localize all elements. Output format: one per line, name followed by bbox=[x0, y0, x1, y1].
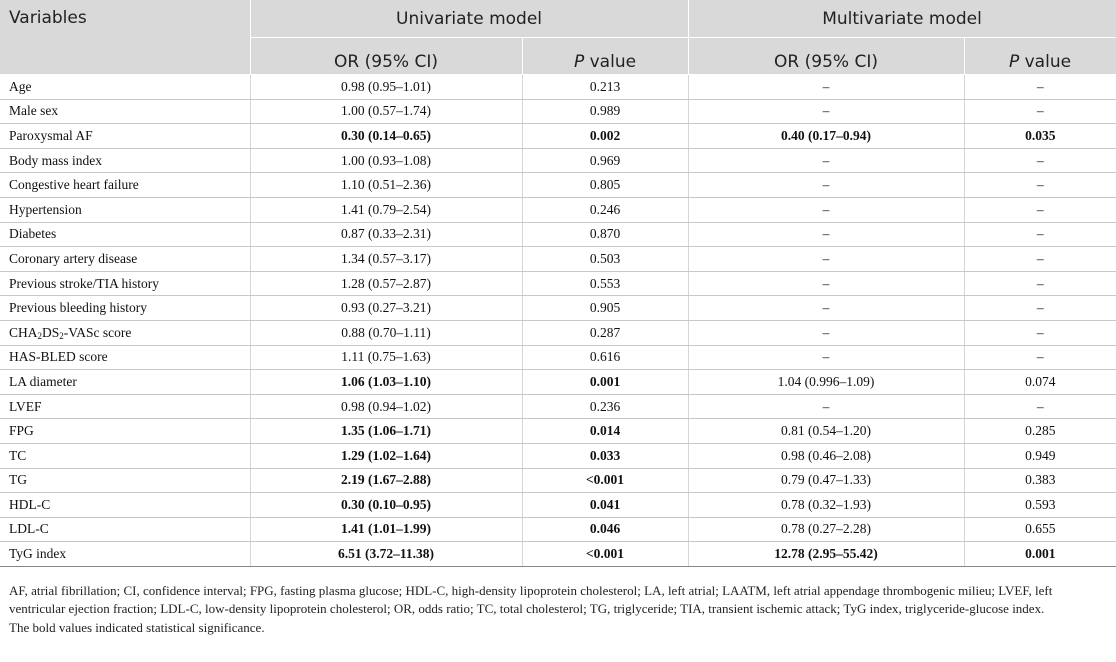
multivariate-or-cell: 12.78 (2.95–55.42) bbox=[688, 542, 964, 567]
multivariate-p-cell: – bbox=[964, 148, 1116, 173]
multivariate-or-cell: – bbox=[688, 345, 964, 370]
multivariate-or-cell: – bbox=[688, 197, 964, 222]
multivariate-or-cell: 0.79 (0.47–1.33) bbox=[688, 468, 964, 493]
multivariate-p-cell: – bbox=[964, 197, 1116, 222]
variable-name-cell: Coronary artery disease bbox=[0, 247, 250, 272]
univariate-or-cell: 1.00 (0.93–1.08) bbox=[250, 148, 522, 173]
univariate-or-cell: 1.29 (1.02–1.64) bbox=[250, 443, 522, 468]
header-variables: Variables bbox=[0, 0, 250, 75]
univariate-or-cell: 0.87 (0.33–2.31) bbox=[250, 222, 522, 247]
variable-name-cell: $CHA_2DS_2$-VASc score bbox=[0, 320, 250, 345]
variable-name-cell: Hypertension bbox=[0, 197, 250, 222]
table-header bbox=[0, 0, 1116, 75]
table-row bbox=[0, 443, 1116, 468]
univariate-or-cell: 1.41 (0.79–2.54) bbox=[250, 197, 522, 222]
table-row bbox=[0, 419, 1116, 444]
multivariate-p-cell: 0.001 bbox=[964, 542, 1116, 567]
multivariate-p-cell: – bbox=[964, 345, 1116, 370]
multivariate-or-cell: – bbox=[688, 148, 964, 173]
univariate-p-cell: 0.870 bbox=[522, 222, 688, 247]
multivariate-p-cell: – bbox=[964, 99, 1116, 124]
univariate-or-cell: 2.19 (1.67–2.88) bbox=[250, 468, 522, 493]
multivariate-p-cell: – bbox=[964, 247, 1116, 272]
header-p-rest: value bbox=[1019, 52, 1072, 72]
table-row bbox=[0, 148, 1116, 173]
univariate-or-cell: 6.51 (3.72–11.38) bbox=[250, 542, 522, 567]
table-row bbox=[0, 222, 1116, 247]
header-p-rest: value bbox=[584, 52, 637, 72]
univariate-p-cell: 0.001 bbox=[522, 370, 688, 395]
univariate-or-cell: 0.98 (0.95–1.01) bbox=[250, 75, 522, 100]
multivariate-p-cell: 0.035 bbox=[964, 124, 1116, 149]
univariate-p-cell: 0.236 bbox=[522, 394, 688, 419]
univariate-p-cell: 0.553 bbox=[522, 271, 688, 296]
variable-name-cell: Male sex bbox=[0, 99, 250, 124]
table-row bbox=[0, 124, 1116, 149]
table-body bbox=[0, 75, 1116, 567]
univariate-or-cell: 0.88 (0.70–1.11) bbox=[250, 320, 522, 345]
univariate-or-cell: 0.93 (0.27–3.21) bbox=[250, 296, 522, 321]
multivariate-or-cell: – bbox=[688, 99, 964, 124]
header-uni-or: OR (95% CI) bbox=[250, 38, 522, 75]
variable-name-cell: Previous stroke/TIA history bbox=[0, 271, 250, 296]
multivariate-or-cell: – bbox=[688, 296, 964, 321]
header-p-italic: P bbox=[573, 52, 585, 72]
multivariate-p-cell: – bbox=[964, 222, 1116, 247]
univariate-p-cell: 0.969 bbox=[522, 148, 688, 173]
univariate-or-cell: 1.28 (0.57–2.87) bbox=[250, 271, 522, 296]
multivariate-or-cell: 0.81 (0.54–1.20) bbox=[688, 419, 964, 444]
univariate-or-cell: 1.00 (0.57–1.74) bbox=[250, 99, 522, 124]
variable-name-cell: Previous bleeding history bbox=[0, 296, 250, 321]
multivariate-or-cell: – bbox=[688, 247, 964, 272]
univariate-or-cell: 1.11 (0.75–1.63) bbox=[250, 345, 522, 370]
table-row bbox=[0, 99, 1116, 124]
univariate-p-cell: 0.503 bbox=[522, 247, 688, 272]
multivariate-or-cell: – bbox=[688, 320, 964, 345]
univariate-or-cell: 1.41 (1.01–1.99) bbox=[250, 517, 522, 542]
variable-name-cell: TyG index bbox=[0, 542, 250, 567]
multivariate-p-cell: – bbox=[964, 320, 1116, 345]
univariate-p-cell: 0.989 bbox=[522, 99, 688, 124]
univariate-p-cell: 0.805 bbox=[522, 173, 688, 198]
table-row bbox=[0, 271, 1116, 296]
table-row bbox=[0, 75, 1116, 100]
table-row bbox=[0, 197, 1116, 222]
header-multivariate: Multivariate model bbox=[688, 0, 1116, 38]
variable-name-cell: TG bbox=[0, 468, 250, 493]
table-row bbox=[0, 542, 1116, 567]
table-row bbox=[0, 296, 1116, 321]
multivariate-p-cell: 0.285 bbox=[964, 419, 1116, 444]
multivariate-p-cell: – bbox=[964, 173, 1116, 198]
multivariate-p-cell: – bbox=[964, 296, 1116, 321]
variable-name-cell: FPG bbox=[0, 419, 250, 444]
univariate-p-cell: 0.002 bbox=[522, 124, 688, 149]
univariate-p-cell: 0.905 bbox=[522, 296, 688, 321]
univariate-or-cell: 0.30 (0.14–0.65) bbox=[250, 124, 522, 149]
variable-name-cell: Diabetes bbox=[0, 222, 250, 247]
multivariate-or-cell: 0.78 (0.27–2.28) bbox=[688, 517, 964, 542]
univariate-or-cell: 1.35 (1.06–1.71) bbox=[250, 419, 522, 444]
variable-name-cell: HDL-C bbox=[0, 493, 250, 518]
univariate-p-cell: 0.033 bbox=[522, 443, 688, 468]
table-row bbox=[0, 517, 1116, 542]
multivariate-p-cell: 0.949 bbox=[964, 443, 1116, 468]
univariate-p-cell: 0.046 bbox=[522, 517, 688, 542]
univariate-or-cell: 1.10 (0.51–2.36) bbox=[250, 173, 522, 198]
univariate-p-cell: 0.014 bbox=[522, 419, 688, 444]
multivariate-p-cell: 0.383 bbox=[964, 468, 1116, 493]
univariate-p-cell: <0.001 bbox=[522, 542, 688, 567]
multivariate-p-cell: 0.074 bbox=[964, 370, 1116, 395]
multivariate-or-cell: – bbox=[688, 271, 964, 296]
variable-name-cell: LVEF bbox=[0, 394, 250, 419]
variable-name-cell: TC bbox=[0, 443, 250, 468]
table-row bbox=[0, 370, 1116, 395]
header-uni-p bbox=[522, 38, 688, 75]
table-row bbox=[0, 493, 1116, 518]
univariate-p-cell: 0.287 bbox=[522, 320, 688, 345]
univariate-or-cell: 1.06 (1.03–1.10) bbox=[250, 370, 522, 395]
variable-name-cell: HAS-BLED score bbox=[0, 345, 250, 370]
multivariate-p-cell: – bbox=[964, 271, 1116, 296]
table-footnotes bbox=[9, 582, 1109, 637]
multivariate-p-cell: – bbox=[964, 394, 1116, 419]
footnote-significance: The bold values indicated statistical significance. bbox=[9, 620, 265, 635]
multivariate-or-cell: – bbox=[688, 173, 964, 198]
multivariate-p-cell: 0.593 bbox=[964, 493, 1116, 518]
variable-name-cell: Body mass index bbox=[0, 148, 250, 173]
univariate-p-cell: 0.246 bbox=[522, 197, 688, 222]
variable-name-cell: Congestive heart failure bbox=[0, 173, 250, 198]
univariate-p-cell: 0.213 bbox=[522, 75, 688, 100]
variable-name-cell: LDL-C bbox=[0, 517, 250, 542]
univariate-or-cell: 0.98 (0.94–1.02) bbox=[250, 394, 522, 419]
univariate-p-cell: <0.001 bbox=[522, 468, 688, 493]
multivariate-or-cell: – bbox=[688, 394, 964, 419]
multivariate-p-cell: – bbox=[964, 75, 1116, 100]
header-p-italic: P bbox=[1008, 52, 1020, 72]
multivariate-p-cell: 0.655 bbox=[964, 517, 1116, 542]
footnote-abbreviations: AF, atrial fibrillation; CI, confidence interval; FPG, fasting plasma glucose; HDL-C, high-density lipoprotein cholesterol; LA, left atrial; LAATM, left atrial appendage thrombogenic milieu; LVEF, left ventricular ejection fraction; LDL-C, low-density lipoprotein cholesterol; OR, odds ratio; TC, total cholesterol; TG, triglyceride; TIA, transient ischemic attack; TyG index, triglyceride-glucose index. bbox=[9, 583, 1053, 616]
multivariate-or-cell: 0.78 (0.32–1.93) bbox=[688, 493, 964, 518]
table-row bbox=[0, 247, 1116, 272]
univariate-p-cell: 0.041 bbox=[522, 493, 688, 518]
table-row bbox=[0, 394, 1116, 419]
variable-name-cell: Paroxysmal AF bbox=[0, 124, 250, 149]
univariate-p-cell: 0.616 bbox=[522, 345, 688, 370]
variable-name-cell: Age bbox=[0, 75, 250, 100]
table-row bbox=[0, 320, 1116, 345]
table-row bbox=[0, 173, 1116, 198]
table-row bbox=[0, 468, 1116, 493]
multivariate-or-cell: – bbox=[688, 75, 964, 100]
multivariate-or-cell: 0.40 (0.17–0.94) bbox=[688, 124, 964, 149]
multivariate-or-cell: – bbox=[688, 222, 964, 247]
multivariate-or-cell: 1.04 (0.996–1.09) bbox=[688, 370, 964, 395]
variable-name-cell: LA diameter bbox=[0, 370, 250, 395]
univariate-or-cell: 1.34 (0.57–3.17) bbox=[250, 247, 522, 272]
table-row bbox=[0, 345, 1116, 370]
header-univariate: Univariate model bbox=[250, 0, 688, 38]
multivariate-or-cell: 0.98 (0.46–2.08) bbox=[688, 443, 964, 468]
univariate-or-cell: 0.30 (0.10–0.95) bbox=[250, 493, 522, 518]
header-multi-or: OR (95% CI) bbox=[688, 38, 964, 75]
header-multi-p bbox=[964, 38, 1116, 75]
